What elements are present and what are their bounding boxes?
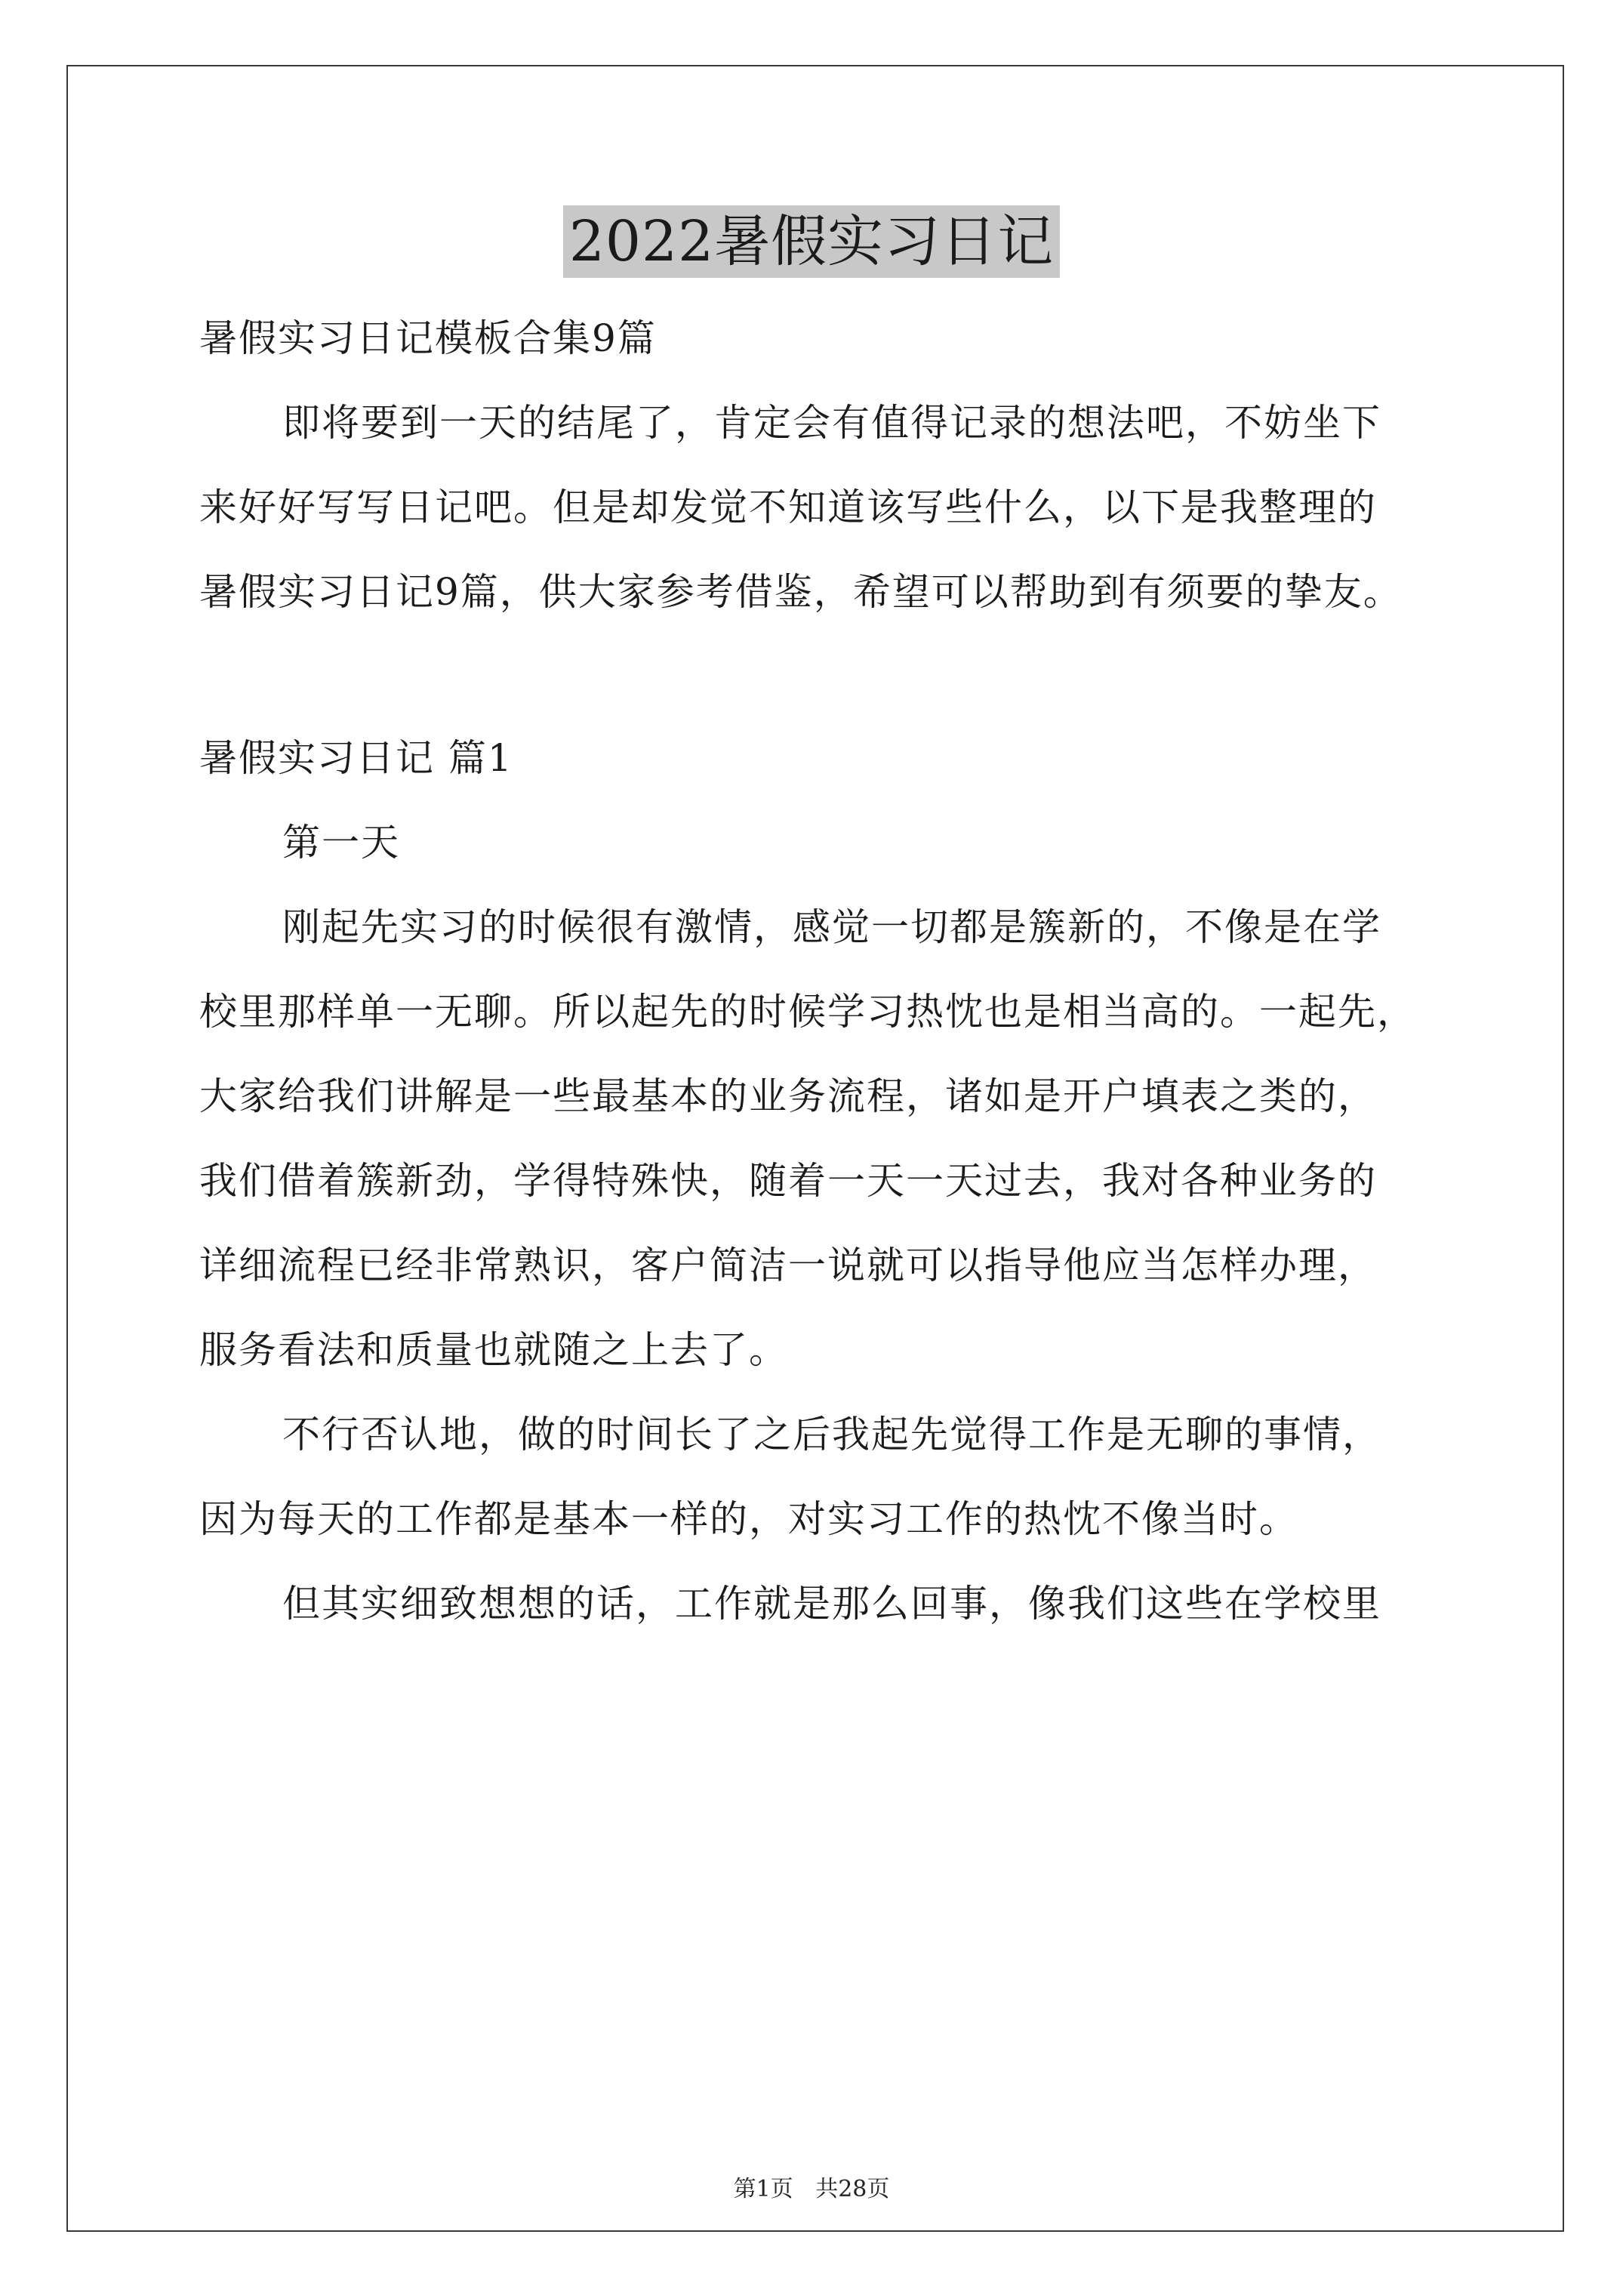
document-body (199, 302, 1437, 1640)
title-wrapper (0, 205, 1623, 278)
intro-line: 即将要到一天的结尾了，肯定会有值得记录的想法吧，不妨坐下 (282, 401, 1381, 445)
paragraph-line: 详细流程已经非常熟识，客户简洁一说就可以指导他应当怎样办理， (199, 1244, 1377, 1287)
page-total: 共28页 (815, 2176, 890, 2202)
subtitle: 暑假实习日记模板合集9篇 (199, 316, 657, 360)
paragraph-line: 大家给我们讲解是一些最基本的业务流程，诸如是开户填表之类的， (199, 1074, 1377, 1118)
document-title: 2022暑假实习日记 (563, 205, 1060, 278)
page-footer (0, 2174, 1623, 2205)
page-number: 第1页 (733, 2176, 793, 2202)
paragraph-line: 因为每天的工作都是基本一样的，对实习工作的热忱不像当时。 (199, 1497, 1298, 1541)
paragraph-line: 刚起先实习的时候很有激情，感觉一切都是簇新的，不像是在学 (282, 905, 1381, 949)
paragraph-line: 我们借着簇新劲，学得特殊快，随着一天一天过去，我对各种业务的 (199, 1159, 1377, 1203)
paragraph-line: 不行否认地，做的时间长了之后我起先觉得工作是无聊的事情， (282, 1413, 1381, 1456)
paragraph-line: 但其实细致想想的话，工作就是那么回事，像我们这些在学校里 (282, 1582, 1381, 1626)
intro-line: 来好好写写日记吧。但是却发觉不知道该写些什么，以下是我整理的 (199, 485, 1377, 529)
paragraph-line: 服务看法和质量也就随之上去了。 (199, 1328, 788, 1372)
day-heading: 第一天 (282, 821, 400, 864)
section-heading: 暑假实习日记 篇1 (199, 736, 513, 780)
intro-line: 暑假实习日记9篇，供大家参考借鉴，希望可以帮助到有须要的挚友。 (199, 570, 1403, 614)
paragraph-line: 校里那样单一无聊。所以起先的时候学习热忱也是相当高的。一起先， (199, 990, 1416, 1034)
